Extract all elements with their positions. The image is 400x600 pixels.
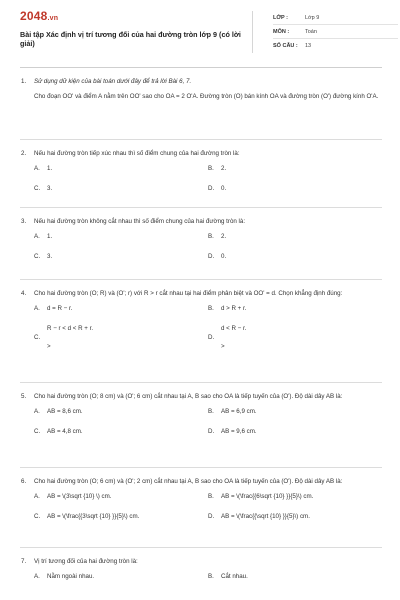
option-text: d = R − r.	[47, 304, 73, 312]
meta-label: MÔN :	[273, 28, 290, 35]
option-key: C.	[34, 427, 41, 435]
question-text: Cho hai đường tròn (O; 6 cm) và (O'; 2 cm) cắt nhau tại A, B sao cho OA là tiếp tuyến của (O'). Độ dài dây AB là:	[34, 478, 343, 485]
option-text: Nằm ngoài nhau.	[47, 572, 95, 580]
option-a[interactable]	[34, 408, 208, 428]
option-key: D.	[208, 252, 215, 260]
question-number: 7.	[21, 558, 27, 565]
option-text: 1.	[47, 232, 53, 240]
option-c[interactable]	[34, 513, 208, 533]
question-number: 4.	[21, 290, 27, 297]
question-1	[20, 68, 382, 140]
logo-main: 2048	[20, 9, 48, 23]
meta-label: SỐ CÂU :	[273, 43, 298, 49]
option-a[interactable]	[34, 165, 208, 185]
option-text: 1.	[47, 164, 53, 172]
question-4	[20, 280, 382, 383]
option-c[interactable]	[34, 185, 208, 205]
option-text: AB = 6,9 cm.	[221, 407, 257, 415]
question-number: 6.	[21, 478, 27, 485]
meta-row-grade	[273, 11, 398, 25]
option-c[interactable]	[34, 253, 208, 273]
answer-options	[34, 493, 382, 533]
option-key: B.	[208, 572, 214, 580]
answer-options	[34, 408, 382, 448]
option-text: d > R + r.	[221, 304, 247, 312]
option-text: AB = \(\frac{{\sqrt {10} }}{5}\) cm.	[221, 512, 310, 520]
option-marker: >	[47, 342, 51, 350]
option-d[interactable]	[208, 513, 382, 533]
option-d[interactable]	[208, 253, 382, 273]
option-a[interactable]	[34, 305, 208, 325]
option-text: AB = \(\frac{{6\sqrt {10} }}{5}\) cm.	[221, 492, 314, 500]
question-number: 5.	[21, 393, 27, 400]
option-a[interactable]	[34, 573, 208, 593]
question-text: Cho hai đường tròn (O; R) và (O'; r) với R > r cắt nhau tại hai điểm phân biệt và OO' = d. Chọn khẳng định đúng:	[34, 290, 343, 297]
option-b[interactable]	[208, 233, 382, 253]
option-text: 0.	[221, 184, 227, 192]
question-number: 3.	[21, 218, 27, 225]
option-text: 3.	[47, 252, 53, 260]
option-key: C.	[34, 184, 41, 192]
option-key: A.	[34, 164, 40, 172]
option-key: C.	[34, 512, 41, 520]
option-text: R − r < d < R + r.	[47, 324, 94, 332]
option-text: AB = 9,6 cm.	[221, 427, 257, 435]
option-d[interactable]	[208, 185, 382, 205]
question-text: Cho hai đường tròn (O; 8 cm) và (O'; 6 cm) cắt nhau tại A, B sao cho OA là tiếp tuyến của (O'). Độ dài dây AB là:	[34, 393, 343, 400]
option-text: AB = \(3\sqrt {10} \) cm.	[47, 492, 112, 500]
option-b[interactable]	[208, 573, 382, 593]
question-7	[20, 548, 382, 598]
option-marker: >	[221, 342, 225, 350]
answer-options	[34, 573, 382, 593]
answer-options	[34, 165, 382, 205]
option-b[interactable]	[208, 493, 382, 513]
option-text: AB = \(\frac{{3\sqrt {10} }}{5}\) cm.	[47, 512, 140, 520]
option-b[interactable]	[208, 165, 382, 185]
document-title: Bài tập Xác định vị trí tương đối của hai đường tròn lớp 9 (có lời giải)	[20, 30, 241, 49]
question-number: 1.	[21, 78, 27, 85]
option-text: d < R − r.	[221, 324, 247, 332]
option-key: A.	[34, 304, 40, 312]
option-text: 2.	[221, 164, 227, 172]
meta-row-subject	[273, 25, 398, 39]
question-6	[20, 468, 382, 548]
option-key: C.	[34, 252, 41, 260]
question-context: Cho đoạn OO' và điểm A nằm trên OO' sao cho OA = 2 O'A. Đường tròn (O) bán kính OA và đường tròn (O') đường kính O'A.	[34, 92, 379, 100]
option-c[interactable]	[34, 428, 208, 448]
option-b[interactable]	[208, 305, 382, 325]
option-key: C.	[34, 333, 41, 341]
option-text: 3.	[47, 184, 53, 192]
question-3	[20, 208, 382, 280]
option-key: D.	[208, 333, 215, 341]
option-b[interactable]	[208, 408, 382, 428]
option-text: AB = 4,8 cm.	[47, 427, 83, 435]
meta-value: 13	[305, 43, 312, 49]
site-logo[interactable]	[20, 9, 58, 23]
document-meta-table	[252, 11, 398, 53]
option-key: D.	[208, 512, 215, 520]
option-text: 2.	[221, 232, 227, 240]
question-2	[20, 140, 382, 208]
option-text: 0.	[221, 252, 227, 260]
answer-options	[34, 305, 382, 358]
question-list	[20, 68, 382, 598]
page-header	[20, 0, 382, 68]
option-key: A.	[34, 232, 40, 240]
option-text: Cắt nhau.	[221, 572, 248, 580]
question-text: Vị trí tương đối của hai đường tròn là:	[34, 558, 138, 565]
option-key: B.	[208, 304, 214, 312]
option-key: D.	[208, 184, 215, 192]
option-key: A.	[34, 407, 40, 415]
question-text: Nếu hai đường tròn không cắt nhau thì số điểm chung của hai đường tròn là:	[34, 218, 246, 225]
question-text: Sử dụng dữ kiện của bài toán dưới đây để trả lời Bài 6, 7.	[34, 78, 192, 85]
option-a[interactable]	[34, 493, 208, 513]
option-a[interactable]	[34, 233, 208, 253]
answer-options	[34, 233, 382, 273]
option-key: B.	[208, 407, 214, 415]
question-text: Nếu hai đường tròn tiếp xúc nhau thì số điểm chung của hai đường tròn là:	[34, 150, 240, 157]
meta-label: LỚP :	[273, 14, 288, 21]
option-key: B.	[208, 164, 214, 172]
option-c[interactable]	[34, 325, 208, 358]
option-key: B.	[208, 492, 214, 500]
question-number: 2.	[21, 150, 27, 157]
meta-value: Toán	[305, 28, 317, 35]
question-5	[20, 383, 382, 468]
option-key: A.	[34, 572, 40, 580]
option-key: A.	[34, 492, 40, 500]
meta-value: Lớp 9	[305, 14, 320, 21]
option-key: B.	[208, 232, 214, 240]
option-text: AB = 8,6 cm.	[47, 407, 83, 415]
option-d[interactable]	[208, 325, 382, 358]
option-d[interactable]	[208, 428, 382, 448]
option-key: D.	[208, 427, 215, 435]
meta-row-question-count	[273, 39, 398, 53]
logo-suffix: .vn	[47, 15, 59, 22]
